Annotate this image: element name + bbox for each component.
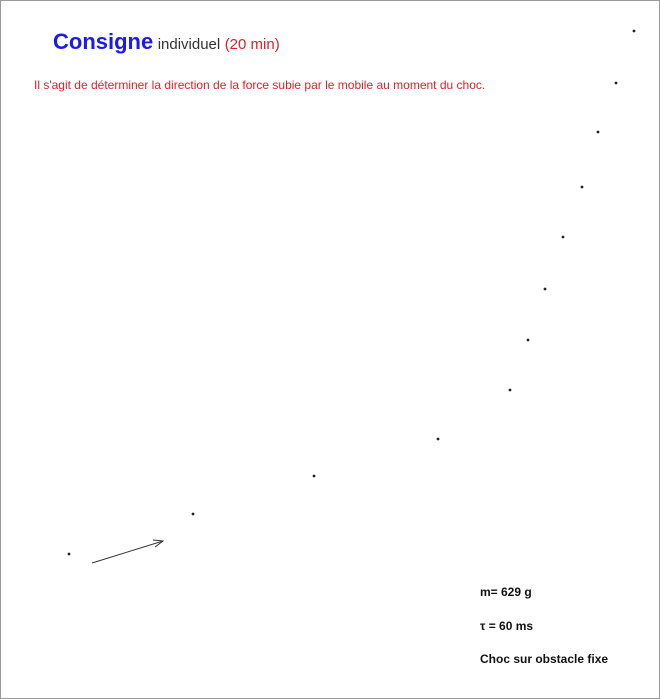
trajectory-point xyxy=(192,513,195,516)
trajectory-point xyxy=(544,288,547,291)
trajectory-point xyxy=(68,553,71,556)
trajectory-point xyxy=(313,475,316,478)
trajectory-point xyxy=(597,131,600,134)
heading-title: Consigne xyxy=(53,29,154,54)
chronophotography-plot xyxy=(1,1,659,698)
heading-duration: (20 min) xyxy=(224,36,280,53)
trajectory-point xyxy=(509,389,512,392)
trajectory-point xyxy=(527,339,530,342)
instruction-text: Il s'agit de déterminer la direction de la force subie par le mobile au moment du choc. xyxy=(34,78,486,92)
trajectory-point xyxy=(581,186,584,189)
heading-subtitle: individuel xyxy=(157,36,221,53)
trajectory-point xyxy=(562,236,565,239)
trajectory-point xyxy=(633,30,636,33)
trajectory-point xyxy=(437,438,440,441)
trajectory-points xyxy=(68,30,636,556)
obstacle-note: Choc sur obstacle fixe xyxy=(480,652,609,666)
tau-label: τ = 60 ms xyxy=(480,619,534,633)
trajectory-point xyxy=(615,82,618,85)
direction-arrow xyxy=(92,540,163,563)
mass-label: m= 629 g xyxy=(480,585,532,599)
